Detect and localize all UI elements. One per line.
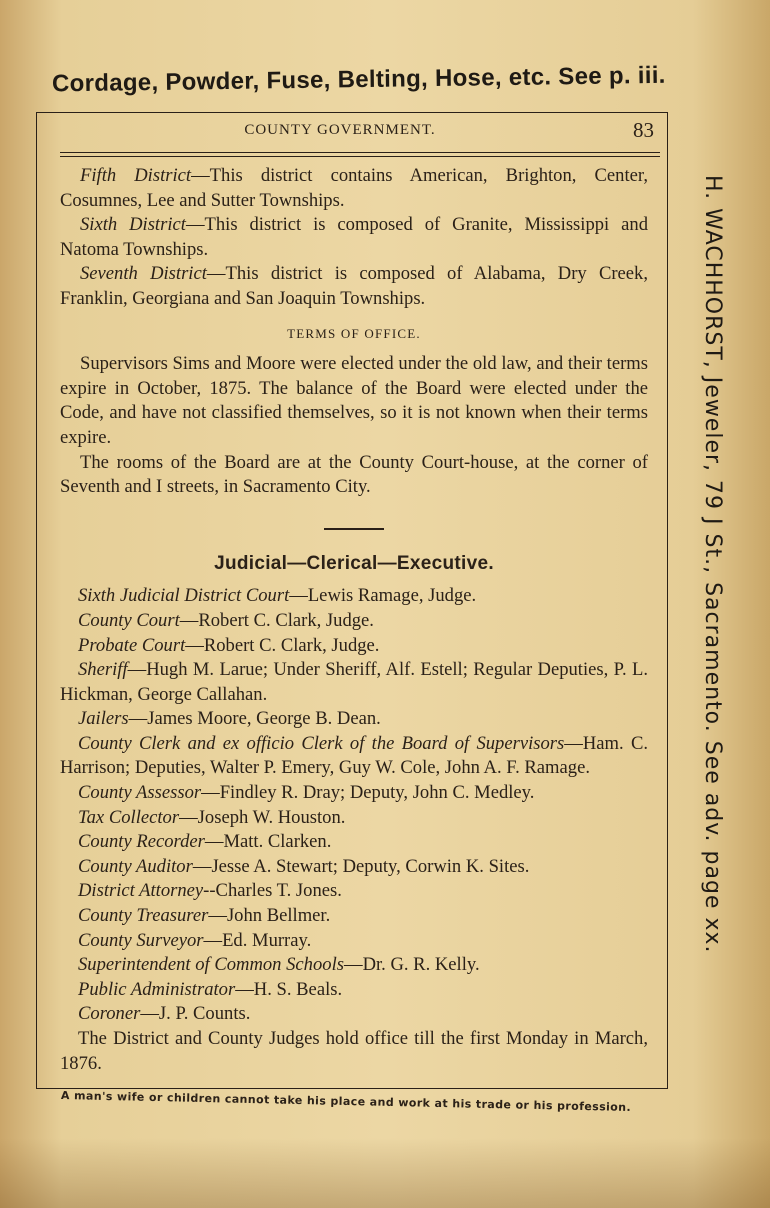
officer-names: —Jesse A. Stewart; Deputy, Corwin K. Sites. — [192, 855, 530, 877]
office-title: Public Administrator — [78, 978, 236, 1000]
officer-entry — [60, 609, 648, 634]
officer-names: —Ed. Murray. — [203, 929, 312, 951]
running-head-title: COUNTY GOVERNMENT. — [244, 122, 436, 138]
side-advert-text: H. WACHHORST, Jeweler, 79 J St., Sacramento. See adv. page xx. — [700, 175, 725, 954]
officer-entry — [60, 978, 648, 1003]
district-name: Sixth District — [80, 214, 186, 236]
officer-names: —John Bellmer. — [208, 905, 331, 927]
officers-list — [60, 584, 648, 1076]
office-title: County Recorder — [78, 831, 205, 853]
side-advert — [700, 175, 760, 1075]
page-body — [60, 164, 648, 1076]
officer-names: —Matt. Clarken. — [204, 831, 332, 853]
officer-entry — [60, 904, 648, 929]
officer-entry — [60, 707, 648, 732]
officer-entry — [60, 806, 648, 831]
terms-paragraph: Supervisors Sims and Moore were elected under the old law, and their terms expire in October, 1875. The balance of the Board were elected under the Code, and have not classified themselves, so it is not known when their terms expire. — [60, 353, 648, 448]
officer-entry — [60, 879, 648, 904]
officer-entry — [60, 1002, 648, 1027]
officer-names: —James Moore, George B. Dean. — [128, 708, 381, 730]
officer-names: —Hugh M. Larue; Under Sheriff, Alf. Estell; Regular Deputies, P. L. Hickman, George Callahan. — [60, 659, 648, 705]
terms-heading: TERMS OF OFFICE. — [287, 325, 421, 341]
officer-names: —Joseph W. Houston. — [179, 806, 346, 828]
officer-names: —Findley R. Dray; Deputy, John C. Medley. — [201, 782, 535, 804]
terms-paragraph: The rooms of the Board are at the County Court-house, at the corner of Seventh and I streets, in Sacramento City. — [60, 451, 648, 498]
district-entry — [60, 213, 648, 262]
page-number: 83 — [633, 118, 654, 142]
office-title: County Court — [78, 609, 180, 631]
officer-entry — [60, 929, 648, 954]
office-title: Coroner — [78, 1003, 141, 1025]
district-text: —This district is composed of Granite, Mississippi and Natoma Townships. — [60, 214, 648, 260]
officer-entry — [60, 781, 648, 806]
officer-entry — [60, 584, 648, 609]
office-title: Tax Collector — [78, 806, 180, 828]
officer-names: --Charles T. Jones. — [203, 880, 342, 902]
office-title: County Treasurer — [78, 905, 209, 927]
closing-note: The District and County Judges hold office till the first Monday in March, 1876. — [60, 1028, 648, 1074]
district-entry — [60, 164, 648, 213]
office-title: County Clerk and ex officio Clerk of the Board of Supervisors — [78, 732, 565, 754]
district-text: —This district is composed of Alabama, Dry Creek, Franklin, Georgiana and San Joaquin Townships. — [60, 263, 649, 309]
office-title: County Surveyor — [78, 929, 204, 951]
officer-names: —Robert C. Clark, Judge. — [179, 609, 374, 631]
section-divider — [324, 528, 384, 530]
office-title: Jailers — [78, 708, 129, 730]
officer-names: —Dr. G. R. Kelly. — [343, 954, 480, 976]
office-title: Sixth Judicial District Court — [78, 585, 290, 607]
office-title: County Auditor — [78, 855, 193, 877]
district-name: Seventh District — [80, 263, 207, 285]
officer-entry — [60, 855, 648, 880]
footer-motto: A man's wife or children cannot take his place and work at his trade or his profession. — [60, 1089, 632, 1114]
officer-entry — [60, 732, 648, 781]
section-heading: Judicial—Clerical—Executive. — [214, 552, 494, 574]
top-advert-banner: Cordage, Powder, Fuse, Belting, Hose, etc. See p. iii. — [51, 61, 666, 98]
office-title: Superintendent of Common Schools — [78, 954, 344, 976]
officer-entry — [60, 634, 648, 659]
running-head — [60, 118, 660, 153]
head-rule — [60, 156, 660, 157]
district-name: Fifth District — [80, 165, 192, 186]
officer-entry — [60, 658, 648, 707]
office-title: County Assessor — [78, 782, 202, 804]
officer-entry — [60, 830, 648, 855]
district-entry — [60, 262, 648, 311]
officer-names: —Robert C. Clark, Judge. — [185, 634, 380, 656]
officer-entry — [60, 953, 648, 978]
officer-names: —Lewis Ramage, Judge. — [289, 585, 477, 607]
office-title: Sheriff — [78, 659, 128, 681]
officer-names: —Ham. C. Harrison; Deputies, Walter P. Emery, Guy W. Cole, John A. F. Ramage. — [60, 732, 648, 779]
office-title: District Attorney — [78, 880, 204, 902]
district-text: —This district contains American, Brighton, Center, Cosumnes, Lee and Sutter Townships. — [60, 165, 648, 211]
officer-names: —J. P. Counts. — [140, 1003, 251, 1025]
office-title: Probate Court — [78, 634, 186, 656]
officer-names: —H. S. Beals. — [235, 978, 343, 1000]
